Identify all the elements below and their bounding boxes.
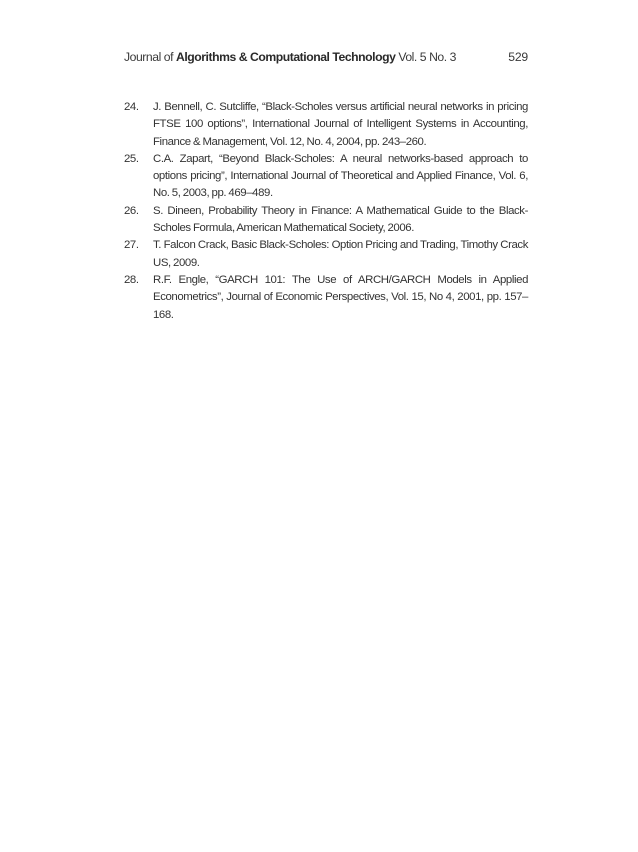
reference-number: 25.	[124, 152, 139, 165]
running-head	[124, 50, 528, 66]
reference-number: 26.	[124, 204, 139, 217]
journal-prefix: Journal of	[124, 50, 174, 64]
reference-text: C.A. Zapart, “Beyond Black-Scholes: A neural networks-based approach to options pricing”, International Journal of Theoretical and Applied Finance, Vol. 6, No. 5, 2003, pp. 469–489.	[153, 152, 528, 200]
volume-info: Vol. 5 No. 3	[398, 50, 456, 64]
reference-number: 28.	[124, 273, 139, 286]
reference-list	[124, 99, 528, 324]
reference-item	[124, 272, 528, 324]
reference-item	[124, 237, 528, 272]
reference-item	[124, 151, 528, 203]
reference-text: S. Dineen, Probability Theory in Finance: A Mathematical Guide to the Black-Scholes Formula, American Mathematical Society, 2006.	[153, 204, 528, 235]
reference-item	[124, 99, 528, 151]
reference-text: R.F. Engle, “GARCH 101: The Use of ARCH/GARCH Models in Applied Econometrics”, Journal of Economic Perspectives, Vol. 15, No 4, 2001, pp. 157–168.	[153, 273, 528, 321]
reference-number: 24.	[124, 101, 139, 113]
page-number: 529	[508, 50, 528, 64]
reference-text: T. Falcon Crack, Basic Black-Scholes: Option Pricing and Trading, Timothy Crack US, 2009.	[153, 239, 528, 269]
reference-text: J. Bennell, C. Sutcliffe, “Black-Scholes versus artificial neural networks in pricing FTSE 100 options”, International Journal of Intelligent Systems in Accounting, Finance & Management, Vol. 12, No. 4, 2004, pp. 243–260.	[153, 101, 528, 148]
journal-name: Algorithms & Computational Technology	[175, 50, 396, 64]
reference-item	[124, 203, 528, 238]
reference-number: 27.	[124, 239, 139, 252]
